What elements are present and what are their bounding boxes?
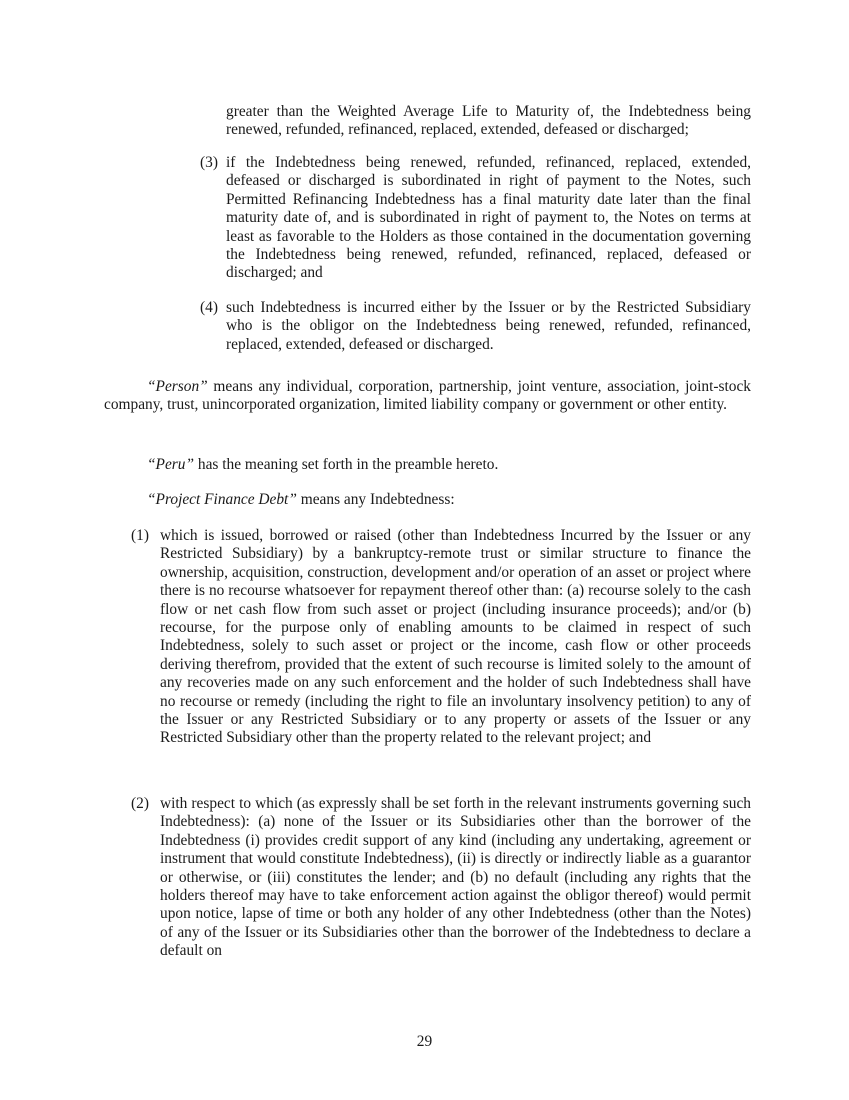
list-item-text: with respect to which (as expressly shall be set forth in the relevant instruments governing such Indebtedness): (a) none of the Issuer or its Subsidiaries other than the borrower of the Indebtedness (i) provides credit support of any kind (including any undertaking, agreement or instrument that would constitute Indebtedness), (ii) is directly or indirectly liable as a guarantor or otherwise, or (iii) constitutes the lender; and (b) no default (including any rights that the holders thereof may have to take enforcement action against the obligor thereof) would permit upon notice, lapse of time or both any holder of any other Indebtedness (other than the Notes) of any of the Issuer or its Subsidiaries other than the borrower of the Indebtedness to declare a default on — [160, 795, 751, 960]
definition-peru — [147, 456, 747, 474]
continuation-paragraph: greater than the Weighted Average Life to Maturity of, the Indebtedness being renewed, refunded, refinanced, replaced, extended, defeased or discharged; — [226, 103, 751, 139]
defined-term: “Person” — [147, 378, 208, 395]
defined-term: “Peru” — [147, 456, 195, 473]
definition-person — [104, 378, 751, 415]
list-item-number: (2) — [131, 795, 149, 812]
list-item-number: (1) — [131, 527, 149, 544]
list-item-text: if the Indebtedness being renewed, refunded, refinanced, replaced, extended, defeased or discharged is subordinated in right of payment to the Notes, such Permitted Refinancing Indebtedness has a final maturity date later than the final maturity date of, and is subordinated in right of payment to, the Notes on terms at least as favorable to the Holders as those contained in the documentation governing the Indebtedness being renewed, refunded, refinanced, replaced, defeased or discharged; and — [226, 154, 751, 282]
definition-text: means any Indebtedness: — [296, 491, 455, 508]
list-item-number: (3) — [200, 154, 218, 171]
page-number: 29 — [416, 1033, 433, 1050]
definition-project-finance-debt — [147, 491, 747, 509]
definition-text: means any individual, corporation, partnership, joint venture, association, joint-stock company, trust, unincorporated organization, limited liability company or government or other entity. — [104, 378, 751, 414]
list-item-text: such Indebtedness is incurred either by the Issuer or by the Restricted Subsidiary who is the obligor on the Indebtedness being renewed, refunded, refinanced, replaced, extended, defeased or discharged. — [226, 299, 751, 353]
list-item-number: (4) — [200, 299, 218, 316]
definition-text: has the meaning set forth in the preamble hereto. — [194, 456, 499, 473]
list-item-text: which is issued, borrowed or raised (other than Indebtedness Incurred by the Issuer or any Restricted Subsidiary) by a bankruptcy-remote trust or similar structure to finance the ownership, acquisition, construction, development and/or operation of an asset or project where there is no recourse whatsoever for repayment thereof other than: (a) recourse solely to the cash flow or net cash flow from such asset or project (including insurance proceeds); and/or (b) recourse, for the purpose only of enabling amounts to be claimed in respect of such Indebtedness, solely to such asset or project or the income, cash flow or other proceeds deriving therefrom, provided that the extent of such recourse is limited solely to the amount of any recoveries made on any such enforcement and the holder of such Indebtedness shall have no recourse or remedy (including the right to file an involuntary insolvency petition) to any of the Issuer or any Restricted Subsidiary or to any property or assets of the Issuer or any Restricted Subsidiary other than the property related to the relevant project; and — [160, 527, 751, 747]
defined-term: “Project Finance Debt” — [147, 491, 297, 508]
